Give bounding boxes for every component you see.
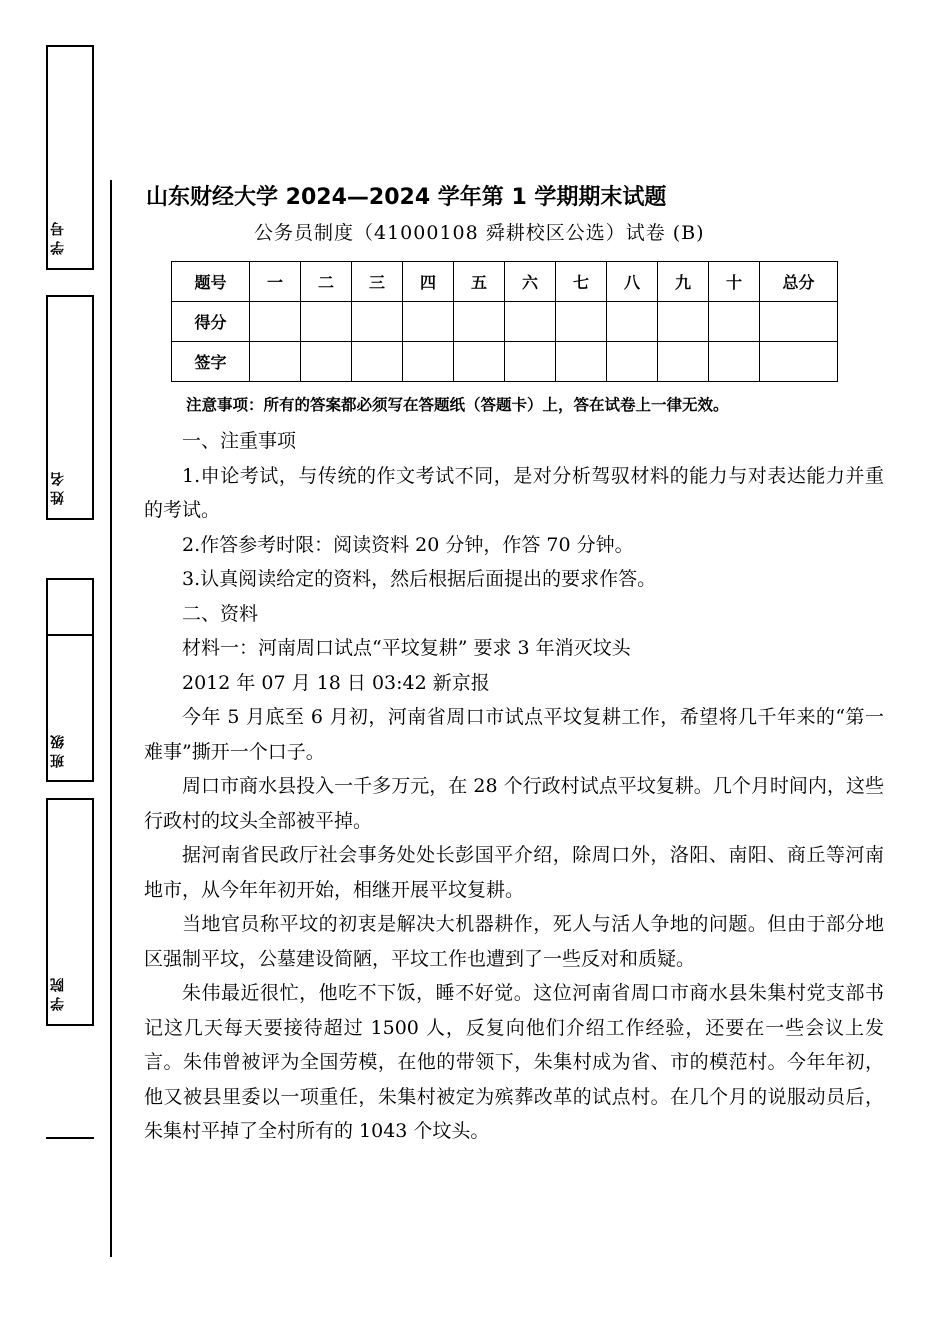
- score-cell: [301, 302, 352, 342]
- score-cell: [760, 302, 838, 342]
- name-box: [46, 295, 94, 520]
- score-cell: [556, 302, 607, 342]
- score-cell: [352, 302, 403, 342]
- header-cell-9: 九: [658, 262, 709, 302]
- material-paragraph: 今年 5 月底至 6 月初，河南省周口市试点平坟复耕工作，希望将几千年来的“第一难事”撕开一个口子。: [144, 706, 884, 763]
- score-cell: [250, 302, 301, 342]
- signature-cell: [709, 342, 760, 382]
- signature-cell: [454, 342, 505, 382]
- signature-cell: [607, 342, 658, 382]
- material-title: 材料一：河南周口试点“平坟复耕” 要求 3 年消灭坟头: [182, 637, 631, 659]
- score-cell: [403, 302, 454, 342]
- signature-cell: [301, 342, 352, 382]
- student-id-box: [46, 45, 94, 270]
- exam-body: [144, 424, 884, 1149]
- student-id-label: 学 号: [50, 222, 66, 255]
- binding-line: [110, 180, 112, 1257]
- exam-notice: 注意事项：所有的答案都必须写在答题纸（答题卡）上，答在试卷上一律无效。: [186, 396, 729, 414]
- class-box-divider: [48, 634, 92, 636]
- signature-cell: [250, 342, 301, 382]
- material-dateline: 2012 年 07 月 18 日 03:42 新京报: [182, 671, 490, 694]
- header-cell-question-no: 题号: [172, 262, 250, 302]
- class-box: [46, 578, 94, 782]
- signature-row-label: 签字: [172, 342, 250, 382]
- note-item-3: 3.认真阅读给定的资料，然后根据后面提出的要求作答。: [182, 568, 657, 590]
- header-cell-total: 总分: [760, 262, 838, 302]
- score-row: [172, 302, 838, 342]
- college-label: 学 院: [50, 978, 66, 1011]
- header-cell-1: 一: [250, 262, 301, 302]
- signature-cell: [403, 342, 454, 382]
- score-cell: [658, 302, 709, 342]
- material-paragraph: 据河南省民政厅社会事务处处长彭国平介绍，除周口外，洛阳、南阳、商丘等河南地市，从今年年初开始，相继开展平坟复耕。: [144, 844, 884, 901]
- exam-subtitle: 公务员制度（41000108 舜耕校区公选）试卷 (B): [254, 222, 705, 244]
- header-cell-2: 二: [301, 262, 352, 302]
- header-cell-5: 五: [454, 262, 505, 302]
- binding-underline: [46, 1137, 94, 1139]
- score-table-header-row: [172, 262, 838, 302]
- signature-cell: [352, 342, 403, 382]
- signature-cell: [760, 342, 838, 382]
- note-item-2: 2.作答参考时限：阅读资料 20 分钟，作答 70 分钟。: [182, 533, 634, 556]
- header-cell-8: 八: [607, 262, 658, 302]
- material-paragraph: 当地官员称平坟的初衷是解决大机器耕作，死人与活人争地的问题。但由于部分地区强制平坟，公墓建设简陋，平坟工作也遭到了一些反对和质疑。: [144, 913, 884, 970]
- score-cell: [454, 302, 505, 342]
- college-box: [46, 798, 94, 1026]
- signature-cell: [505, 342, 556, 382]
- header-cell-10: 十: [709, 262, 760, 302]
- signature-cell: [556, 342, 607, 382]
- header-cell-6: 六: [505, 262, 556, 302]
- score-cell: [607, 302, 658, 342]
- material-paragraph: 周口市商水县投入一千多万元，在 28 个行政村试点平坟复耕。几个月时间内，这些行政村的坟头全部被平掉。: [144, 775, 884, 832]
- header-cell-4: 四: [403, 262, 454, 302]
- score-row-label: 得分: [172, 302, 250, 342]
- name-label: 姓 名: [50, 472, 66, 505]
- section-heading-notes: 一、注重事项: [182, 430, 297, 452]
- signature-cell: [658, 342, 709, 382]
- score-cell: [505, 302, 556, 342]
- note-item-1: 1.申论考试，与传统的作文考试不同，是对分析驾驭材料的能力与对表达能力并重的考试。: [144, 464, 884, 521]
- header-cell-3: 三: [352, 262, 403, 302]
- exam-title: 山东财经大学 2024—2024 学年第 1 学期期末试题: [146, 185, 667, 210]
- section-heading-materials: 二、资料: [182, 602, 259, 625]
- score-cell: [709, 302, 760, 342]
- material-paragraph: 朱伟最近很忙，他吃不下饭，睡不好觉。这位河南省周口市商水县朱集村党支部书记这几天每天要接待超过 1500 人，反复向他们介绍工作经验，还要在一些会议上发言。朱伟曾被评为全国劳模，在他的带领下，朱集村成为省、市的模范村。今年年初，他又被县里委以一项重任，朱集村被定为殡葬改革的试点村。在几个月的说服动员后，朱集村平掉了全村所有的 1043 个坟头。: [144, 982, 884, 1142]
- header-cell-7: 七: [556, 262, 607, 302]
- signature-row: [172, 342, 838, 382]
- class-label: 班 级: [50, 735, 66, 768]
- score-table: [171, 261, 838, 382]
